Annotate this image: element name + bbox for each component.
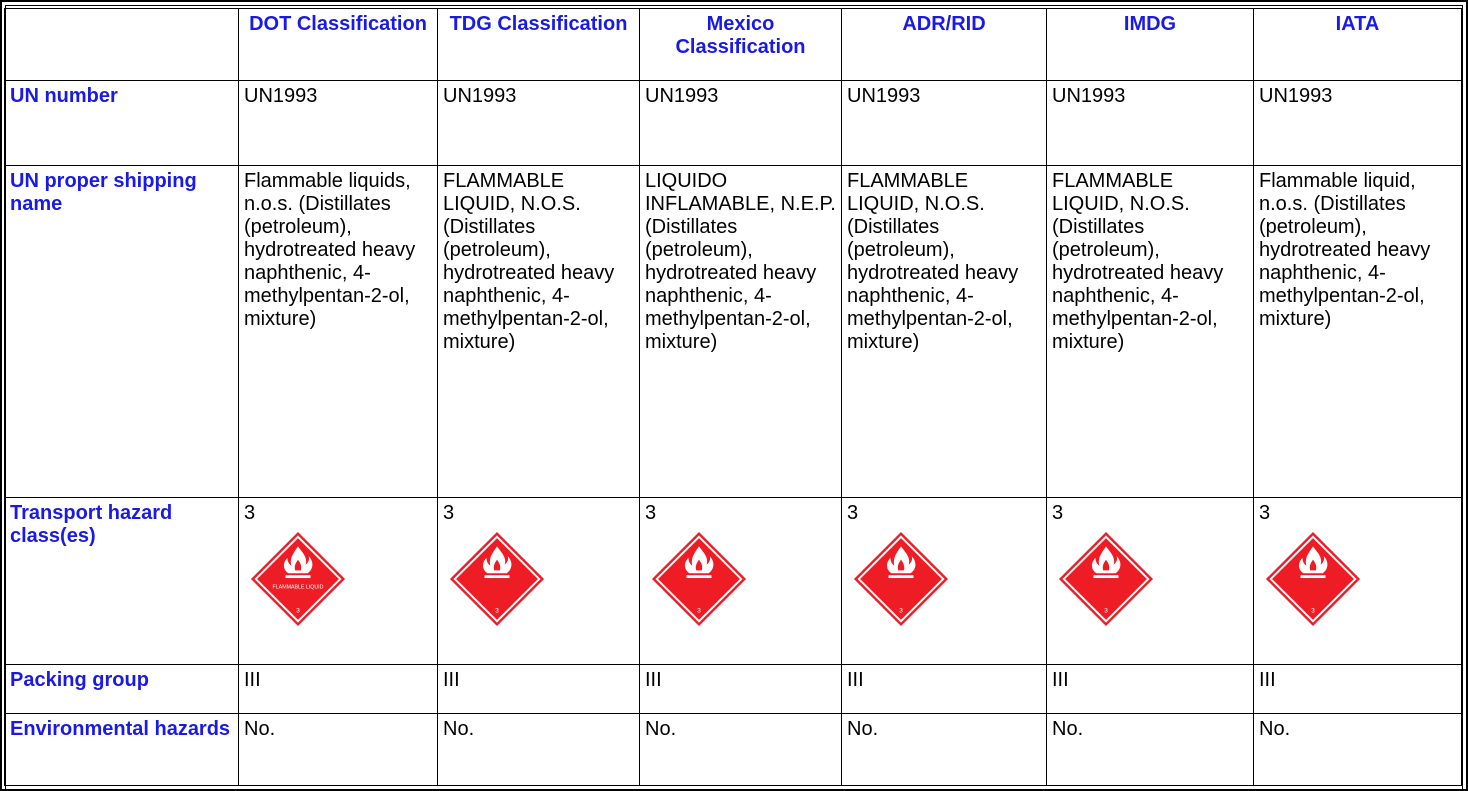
placard-number: 3 (697, 607, 701, 615)
table-row-hazard-class (5, 498, 1462, 665)
un-number-dot: UN1993 (239, 81, 438, 166)
hazard-class-value: 3 (443, 502, 455, 524)
header-adr-rid: ADR/RID (842, 9, 1047, 81)
shipping-name-tdg: FLAMMABLE LIQUID, N.O.S. (Distillates (petroleum), hydrotreated heavy naphthenic, 4-methylpentan-2-ol, mixture) (438, 166, 640, 498)
hazard-class-dot (239, 498, 438, 665)
placard-slot (443, 531, 634, 631)
table-header-row (5, 9, 1462, 81)
header-tdg: TDG Classification (438, 9, 640, 81)
un-number-mexico: UN1993 (640, 81, 842, 166)
placard-slot (244, 531, 432, 631)
flammable-liquid-placard-icon (651, 531, 747, 627)
shipping-name-mexico: LIQUIDO INFLAMABLE, N.E.P. (Distillates (petroleum), hydrotreated heavy naphthenic, 4-methylpentan-2-ol, mixture) (640, 166, 842, 498)
header-corner-cell (5, 9, 239, 81)
hazard-class-value: 3 (244, 502, 256, 524)
packing-group-adr-rid: III (842, 665, 1047, 714)
placard-slot (1259, 531, 1456, 631)
shipping-name-dot: Flammable liquids, n.o.s. (Distillates (petroleum), hydrotreated heavy naphthenic, 4-methylpentan-2-ol, mixture) (239, 166, 438, 498)
hazard-class-mexico (640, 498, 842, 665)
environmental-mexico: No. (640, 714, 842, 786)
header-imdg: IMDG (1047, 9, 1254, 81)
placard-slot (645, 531, 836, 631)
placard-number: 3 (1311, 607, 1315, 615)
environmental-tdg: No. (438, 714, 640, 786)
placard-slot (847, 531, 1041, 631)
un-number-tdg: UN1993 (438, 81, 640, 166)
hazard-class-iata (1254, 498, 1462, 665)
header-dot: DOT Classification (239, 9, 438, 81)
flame-base (485, 575, 510, 578)
packing-group-mexico: III (640, 665, 842, 714)
un-number-imdg: UN1993 (1047, 81, 1254, 166)
row-label-packing-group: Packing group (5, 665, 239, 714)
hazard-class-adr-rid (842, 498, 1047, 665)
header-iata: IATA (1254, 9, 1462, 81)
placard-number: 3 (1104, 607, 1108, 615)
un-number-iata: UN1993 (1254, 81, 1462, 166)
packing-group-dot: III (239, 665, 438, 714)
shipping-name-imdg: FLAMMABLE LIQUID, N.O.S. (Distillates (petroleum), hydrotreated heavy naphthenic, 4-methylpentan-2-ol, mixture) (1047, 166, 1254, 498)
environmental-adr-rid: No. (842, 714, 1047, 786)
environmental-imdg: No. (1047, 714, 1254, 786)
flammable-liquid-placard-icon (1058, 531, 1154, 627)
flammable-liquid-placard-icon (250, 531, 346, 627)
row-label-shipping-name: UN proper shipping name (5, 166, 239, 498)
row-label-un-number: UN number (5, 81, 239, 166)
table-row-shipping-name (5, 166, 1462, 498)
flammable-liquid-placard-icon (853, 531, 949, 627)
shipping-name-adr-rid: FLAMMABLE LIQUID, N.O.S. (Distillates (petroleum), hydrotreated heavy naphthenic, 4-methylpentan-2-ol, mixture) (842, 166, 1047, 498)
placard-number: 3 (296, 607, 300, 615)
un-number-adr-rid: UN1993 (842, 81, 1047, 166)
flammable-liquid-placard-icon (1265, 531, 1361, 627)
packing-group-imdg: III (1047, 665, 1254, 714)
flammable-liquid-placard-icon (449, 531, 545, 627)
shipping-name-iata: Flammable liquid, n.o.s. (Distillates (petroleum), hydrotreated heavy naphthenic, 4-methylpentan-2-ol, mixture) (1254, 166, 1462, 498)
flame-base (1301, 575, 1326, 578)
flame-base (889, 575, 914, 578)
hazard-class-value: 3 (1052, 502, 1064, 524)
table-row-environmental (5, 714, 1462, 786)
flame-base (286, 575, 311, 578)
hazard-class-value: 3 (645, 502, 657, 524)
environmental-iata: No. (1254, 714, 1462, 786)
row-label-hazard-class: Transport hazard class(es) (5, 498, 239, 665)
flame-base (687, 575, 712, 578)
hazard-class-imdg (1047, 498, 1254, 665)
row-label-environmental: Environmental hazards (5, 714, 239, 786)
environmental-dot: No. (239, 714, 438, 786)
placard-slot (1052, 531, 1248, 631)
hazard-class-tdg (438, 498, 640, 665)
placard-label: FLAMMABLE LIQUID (272, 584, 324, 591)
flame-base (1094, 575, 1119, 578)
table-row-un-number (5, 81, 1462, 166)
hazard-class-value: 3 (1259, 502, 1271, 524)
table-row-packing-group (5, 665, 1462, 714)
hazard-class-value: 3 (847, 502, 859, 524)
transport-info-table (4, 8, 1462, 786)
header-mexico: Mexico Classification (640, 9, 842, 81)
packing-group-tdg: III (438, 665, 640, 714)
placard-number: 3 (495, 607, 499, 615)
placard-number: 3 (899, 607, 903, 615)
packing-group-iata: III (1254, 665, 1462, 714)
